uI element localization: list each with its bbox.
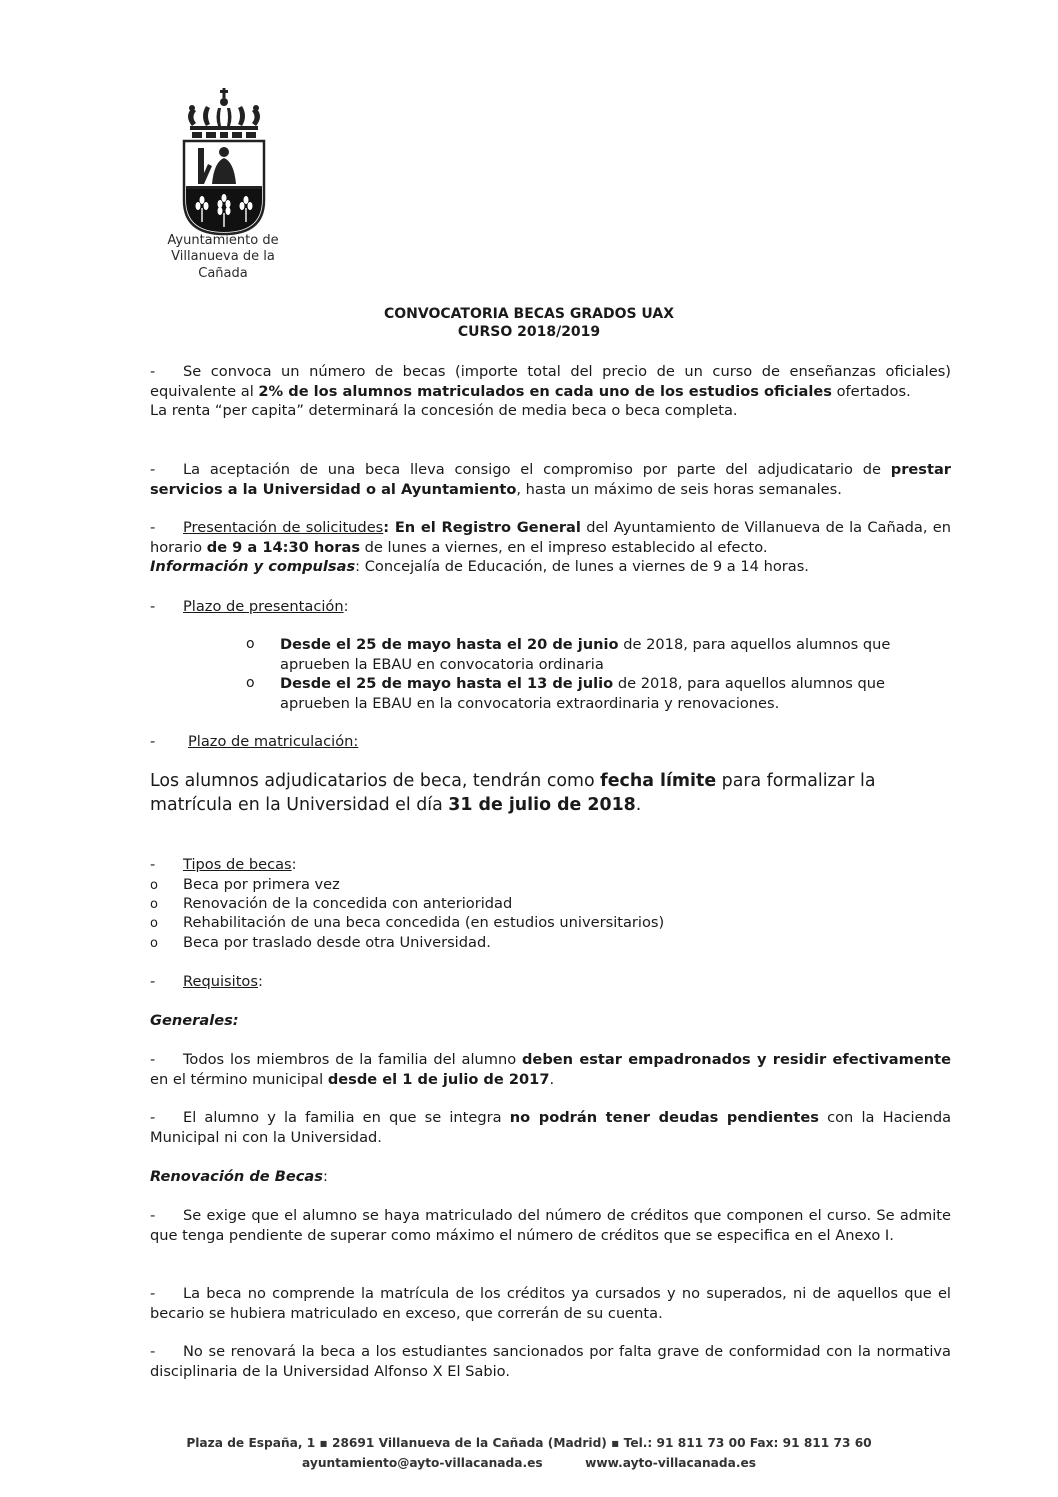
heading-tipos-becas: - Tipos de becas:	[150, 856, 297, 873]
paragraph-fecha-limite: Los alumnos adjudicatarios de beca, tendrán como fecha límite para formalizar la matrícula en la Universidad el día 31 de julio de 2018.	[150, 771, 876, 815]
footer-contact	[0, 1456, 1058, 1470]
paragraph-presentacion-solicitudes: - Presentación de solicitudes: En el Registro General del Ayuntamiento de Villanueva de la Cañada, en horario de 9 a 14:30 horas de lunes a viernes, en el impreso establecido al efecto. Información y compulsas: Concejalía de Educación, de lunes a viernes de 9 a 14 horas.	[150, 519, 952, 575]
paragraph-aceptacion: - La aceptación de una beca lleva consigo el compromiso por parte del adjudicatario de prestar servicios a la Universidad o al Ayuntamiento, hasta un máximo de seis horas semanales.	[150, 461, 951, 498]
footer-email[interactable]: ayuntamiento@ayto-villacanada.es	[302, 1456, 543, 1470]
heading-requisitos: - Requisitos:	[150, 973, 263, 990]
subheading-generales: Generales:	[150, 1012, 239, 1029]
org-name-line1: Ayuntamiento de	[167, 233, 279, 248]
list-item: o Rehabilitación de una beca concedida (en estudios universitarios)	[150, 914, 665, 931]
plazo-item-extraordinaria: o Desde el 25 de mayo hasta el 13 de julio de 2018, para aquellos alumnos que aprueben la EBAU en la convocatoria extraordinaria y renovaciones.	[246, 675, 886, 712]
paragraph-creditos: - Se exige que el alumno se haya matriculado del número de créditos que componen el curso. Se admite que tenga pendiente de superar como máximo el número de créditos que se especifica en el Anexo I.	[150, 1207, 951, 1244]
list-item: o Beca por traslado desde otra Universidad.	[150, 934, 491, 951]
subheading-renovacion: Renovación de Becas:	[150, 1168, 328, 1185]
document-subtitle: CURSO 2018/2019	[457, 324, 601, 340]
footer-website[interactable]: www.ayto-villacanada.es	[585, 1456, 756, 1470]
dash-bullet: -	[150, 363, 156, 380]
org-name-line2: Villanueva de la Cañada	[171, 249, 275, 281]
paragraph-matricula-exceso: - La beca no comprende la matrícula de los créditos ya cursados y no superados, ni de aquellos que el becario se hubiera matriculado en exceso, que correrán de su cuenta.	[150, 1285, 951, 1322]
footer-address: Plaza de España, 1 ▪ 28691 Villanueva de la Cañada (Madrid) ▪ Tel.: 91 811 73 00 Fax: 91 811 73 60	[186, 1436, 872, 1450]
paragraph-deudas: - El alumno y la familia en que se integra no podrán tener deudas pendientes con la Hacienda Municipal ni con la Universidad.	[150, 1109, 952, 1146]
coat-of-arms-logo	[178, 88, 270, 236]
dash-bullet: -	[150, 519, 156, 536]
paragraph-empadronados: - Todos los miembros de la familia del alumno deben estar empadronados y residir efectivamente en el término municipal desde el 1 de julio de 2017.	[150, 1051, 951, 1088]
heading-plazo-presentacion: - Plazo de presentación:	[150, 598, 349, 615]
plazo-item-ordinaria: o Desde el 25 de mayo hasta el 20 de junio de 2018, para aquellos alumnos que aprueben la EBAU en convocatoria ordinaria	[246, 636, 891, 673]
paragraph-sancionados: - No se renovará la beca a los estudiantes sancionados por falta grave de conformidad con la normativa disciplinaria de la Universidad Alfonso X El Sabio.	[150, 1343, 951, 1380]
document-title: CONVOCATORIA BECAS GRADOS UAX	[383, 306, 674, 322]
dash-bullet: -	[150, 461, 156, 478]
paragraph-becas-numero: - Se convoca un número de becas (importe total del precio de un curso de enseñanzas oficiales) equivalente al 2% de los alumnos matriculados en cada uno de los estudios oficiales ofertados. La renta “per capita” determinará la concesión de media beca o beca completa.	[150, 363, 951, 419]
list-item: o Renovación de la concedida con anterioridad	[150, 895, 513, 912]
heading-plazo-matriculacion: - Plazo de matriculación:	[150, 733, 359, 750]
list-item: o Beca por primera vez	[150, 876, 340, 893]
